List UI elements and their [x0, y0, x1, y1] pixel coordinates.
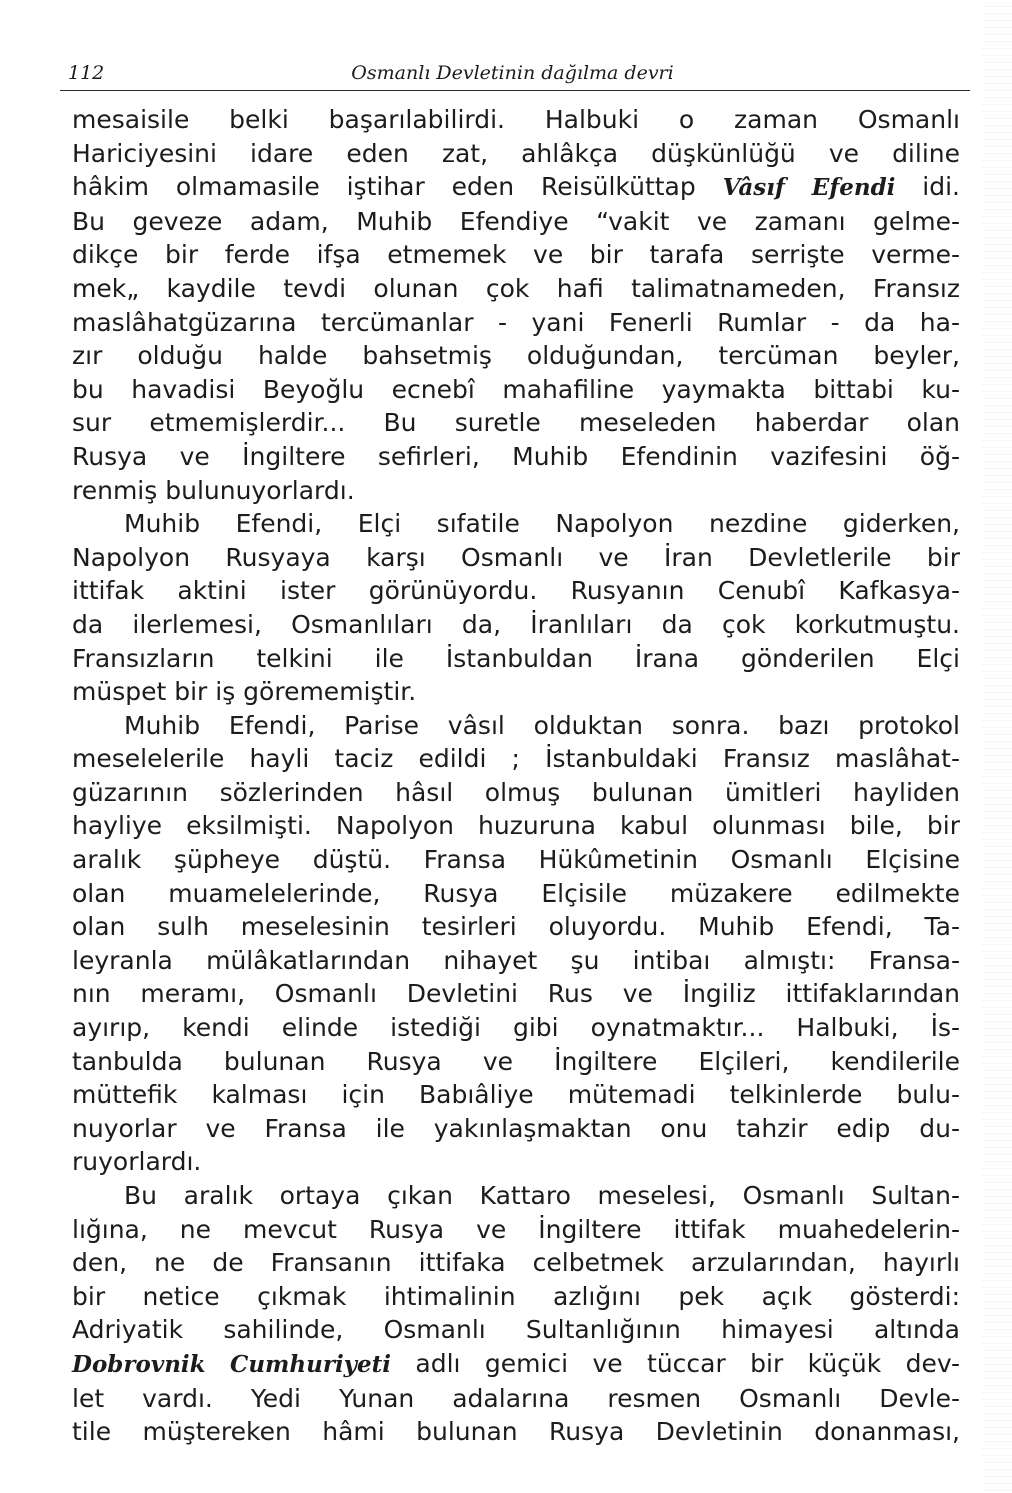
text-line: maslâhatgüzarına tercümanlar - yani Fenerli Rumlar - da ha-	[72, 307, 960, 337]
text-line: mesaisile belki başarılabilirdi. Halbuki o zaman Osmanlı	[72, 105, 960, 134]
running-title: Osmanlı Devletinin dağılma devri	[351, 62, 674, 84]
text-line: Bu aralık ortaya çıkan Kattaro meselesi, Osmanlı Sultan-	[124, 1181, 960, 1210]
paragraph	[72, 103, 960, 507]
text-line: Rusya ve İngiltere sefirleri, Muhib Efendinin vazifesini öğ-	[72, 441, 960, 471]
text-line: müspet bir iş görememiştir.	[72, 677, 417, 707]
text-line-with-emphasis	[72, 1347, 960, 1382]
paragraph	[72, 1179, 960, 1449]
header-rule	[60, 90, 970, 91]
text-line: aralık şüpheye düştü. Fransa Hükûmetinin Osmanlı Elçisine	[72, 845, 960, 875]
text-line: da ilerlemesi, Osmanlıları da, İranlıları da çok korkutmuştu.	[72, 609, 960, 639]
text-line: dikçe bir ferde ifşa etmemek ve bir tarafa serrişte verme-	[72, 240, 960, 270]
text-line: ittifak aktini ister görünüyordu. Rusyanın Cenubî Kafkasya-	[72, 576, 960, 606]
emphasis-name: Vâsıf Efendi	[722, 174, 896, 202]
text-run: idi.	[895, 172, 961, 202]
running-head	[60, 60, 965, 90]
text-line: ruyorlardı.	[72, 1147, 202, 1177]
text-line: hayliye eksilmişti. Napolyon huzuruna kabul olunması bile, bir	[72, 811, 960, 841]
text-line-with-emphasis	[72, 170, 960, 205]
text-line: Hariciyesini idare eden zat, ahlâkça düşkünlüğü ve diline	[72, 138, 960, 168]
scan-edge-noise	[982, 0, 1012, 1493]
paragraph	[72, 709, 960, 1179]
text-line: Muhib Efendi, Elçi sıfatile Napolyon nezdine giderken,	[124, 509, 960, 539]
text-line: nuyorlar ve Fransa ile yakınlaşmaktan onu tahzir edip du-	[72, 1113, 960, 1143]
text-line: olan muamelelerinde, Rusya Elçisile müzakere edilmekte	[72, 878, 960, 908]
text-line: den, ne de Fransanın ittifaka celbetmek arzularından, hayırlı	[72, 1248, 960, 1278]
text-run: hâkim olmamasile iştihar eden Reisülküttap	[72, 172, 723, 202]
text-line: olan sulh meselesinin tesirleri oluyordu. Muhib Efendi, Ta-	[72, 912, 960, 942]
emphasis-name: Dobrovnik Cumhuriyeti	[72, 1350, 392, 1378]
text-line: meselelerile hayli taciz edildi ; İstanbuldaki Fransız maslâhat-	[72, 744, 960, 774]
text-line: Bu geveze adam, Muhib Efendiye “vakit ve zamanı gelme-	[72, 206, 960, 236]
text-line: renmiş bulunuyorlardı.	[72, 475, 355, 505]
text-line: bu havadisi Beyoğlu ecnebî mahafiline yaymakta bittabi ku-	[72, 374, 960, 404]
text-line: zır olduğu halde bahsetmiş olduğundan, tercüman beyler,	[72, 341, 960, 371]
text-line: nın meramı, Osmanlı Devletini Rus ve İngiliz ittifaklarından	[72, 979, 960, 1009]
text-line: tile müştereken hâmi bulunan Rusya Devletinin donanması,	[72, 1417, 960, 1447]
text-line: sur etmemişlerdir... Bu suretle meseleden haberdar olan	[72, 408, 960, 438]
text-line: tanbulda bulunan Rusya ve İngiltere Elçileri, kendilerile	[72, 1046, 960, 1076]
page-number: 112	[68, 62, 105, 84]
text-line: Muhib Efendi, Parise vâsıl olduktan sonra. bazı protokol	[124, 710, 960, 740]
text-line: mek„ kaydile tevdi olunan çok hafi talimatnameden, Fransız	[72, 273, 960, 303]
text-line: Napolyon Rusyaya karşı Osmanlı ve İran Devletlerile bir	[72, 542, 960, 572]
text-line: bir netice çıkmak ihtimalinin azlığını pek açık gösterdi:	[72, 1281, 960, 1311]
paragraph	[72, 507, 960, 709]
text-line: leyranla mülâkatlarından nihayet şu intibaı almıştı: Fransa-	[72, 945, 960, 975]
text-line: let vardı. Yedi Yunan adalarına resmen Osmanlı Devle-	[72, 1383, 960, 1413]
text-run: adlı gemici ve tüccar bir küçük dev-	[391, 1348, 960, 1378]
body-text	[72, 103, 960, 1449]
text-line: lığına, ne mevcut Rusya ve İngiltere ittifak muahedelerin-	[72, 1214, 960, 1244]
text-line: güzarının sözlerinden hâsıl olmuş bulunan ümitleri hayliden	[72, 777, 960, 807]
text-line: Adriyatik sahilinde, Osmanlı Sultanlığının himayesi altında	[72, 1315, 960, 1345]
text-line: Fransızların telkini ile İstanbuldan İrana gönderilen Elçi	[72, 643, 960, 673]
text-line: ayırıp, kendi elinde istediği gibi oynatmaktır... Halbuki, İs-	[72, 1013, 960, 1043]
text-line: müttefik kalması için Babıâliye mütemadi telkinlerde bulu-	[72, 1080, 960, 1110]
